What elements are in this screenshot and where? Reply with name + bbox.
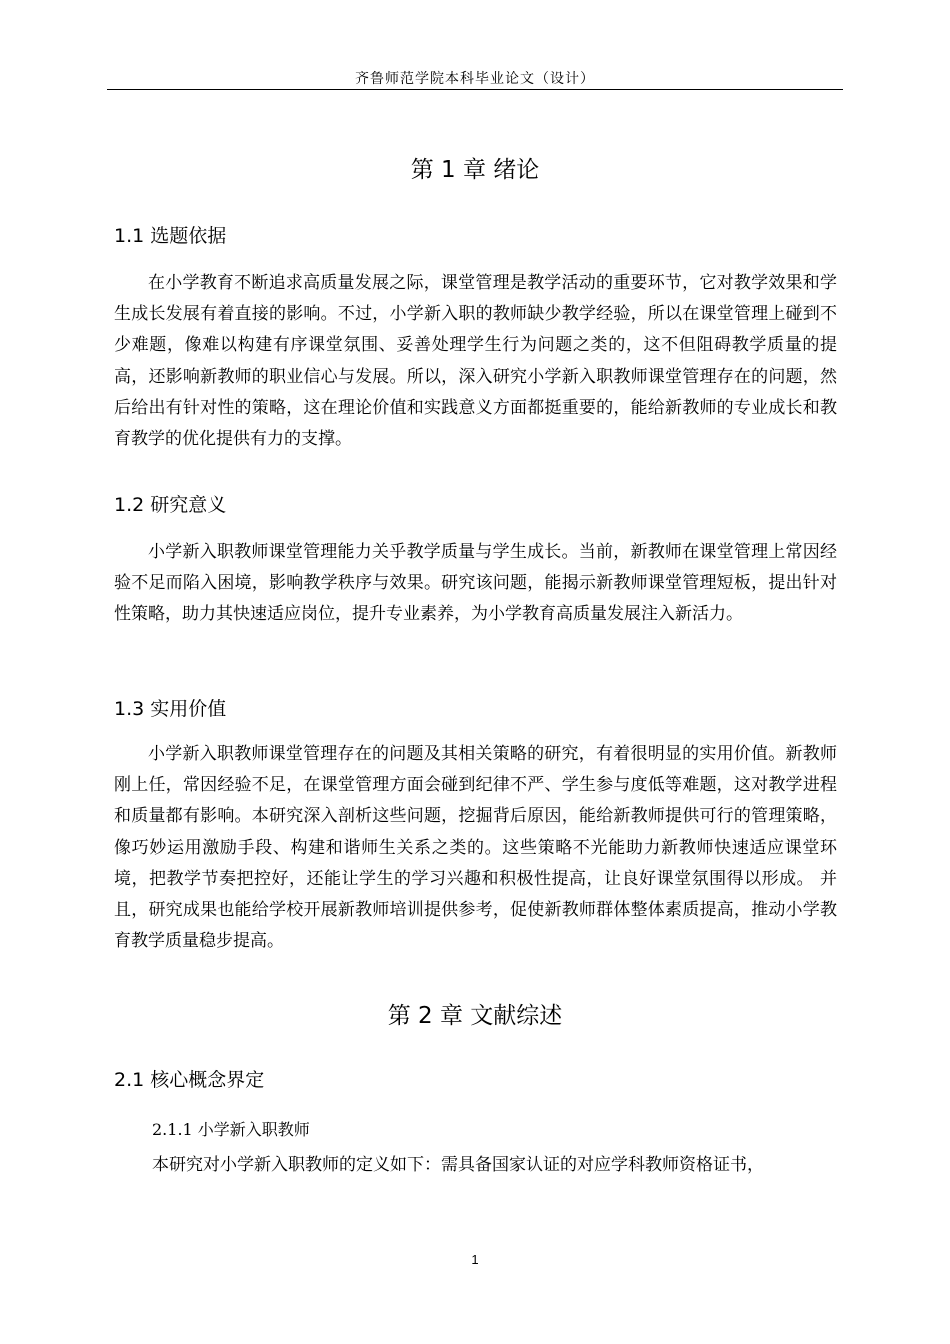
subsection-2-1-1-heading: 2.1.1 小学新入职教师 bbox=[152, 1120, 310, 1139]
chapter-2-title: 第 2 章 文献综述 bbox=[387, 1003, 563, 1029]
page-number: 1 bbox=[471, 1252, 479, 1267]
section-1-1-paragraph: 在小学教育不断追求高质量发展之际，课堂管理是教学活动的重要环节，它对教学效果和学生成长发展有着直接的影响。不过，小学新入职的教师缺少教学经验，所以在课堂管理上碰到不少难题，像难以构建有序课堂氛围、妥善处理学生行为问题之类的，这不但阻碍教学质量的提高，还影响新教师的职业信心与发展。所以，深入研究小学新入职教师课堂管理存在的问题，然后给出有针对性的策略，这在理论价值和实践意义方面都挺重要的，能给新教师的专业成长和教育教学的优化提供有力的支撑。 bbox=[114, 273, 837, 450]
section-1-1-heading: 1.1 选题依据 bbox=[114, 225, 227, 247]
subsection-2-1-1-paragraph: 本研究对小学新入职教师的定义如下：需具备国家认证的对应学科教师资格证书， bbox=[152, 1155, 764, 1175]
header-divider bbox=[107, 89, 843, 90]
section-1-2-paragraph: 小学新入职教师课堂管理能力关乎教学质量与学生成长。当前，新教师在课堂管理上常因经验不足而陷入困境，影响教学秩序与效果。研究该问题，能揭示新教师课堂管理短板，提出针对性策略，助力其快速适应岗位，提升专业素养，为小学教育高质量发展注入新活力。 bbox=[114, 542, 837, 625]
section-1-3-heading: 1.3 实用价值 bbox=[114, 698, 227, 720]
chapter-1-title: 第 1 章 绪论 bbox=[410, 157, 540, 183]
section-2-1-heading: 2.1 核心概念界定 bbox=[114, 1069, 265, 1091]
running-header: 齐鲁师范学院本科毕业论文（设计） bbox=[355, 71, 595, 87]
section-1-3-paragraph: 小学新入职教师课堂管理存在的问题及其相关策略的研究，有着很明显的实用价值。新教师刚上任，常因经验不足，在课堂管理方面会碰到纪律不严、学生参与度低等难题，这对教学进程和质量都有影响。本研究深入剖析这些问题，挖掘背后原因，能给新教师提供可行的管理策略，像巧妙运用激励手段、构建和谐师生关系之类的。这些策略不光能助力新教师快速适应课堂环境，把教学节奏把控好，还能让学生的学习兴趣和积极性提高，让良好课堂氛围得以形成。 并且，研究成果也能给学校开展新教师培训提供参考，促使新教师群体整体素质提高，推动小学教育教学质量稳步提高。 bbox=[114, 744, 837, 952]
section-1-2-heading: 1.2 研究意义 bbox=[114, 494, 227, 516]
